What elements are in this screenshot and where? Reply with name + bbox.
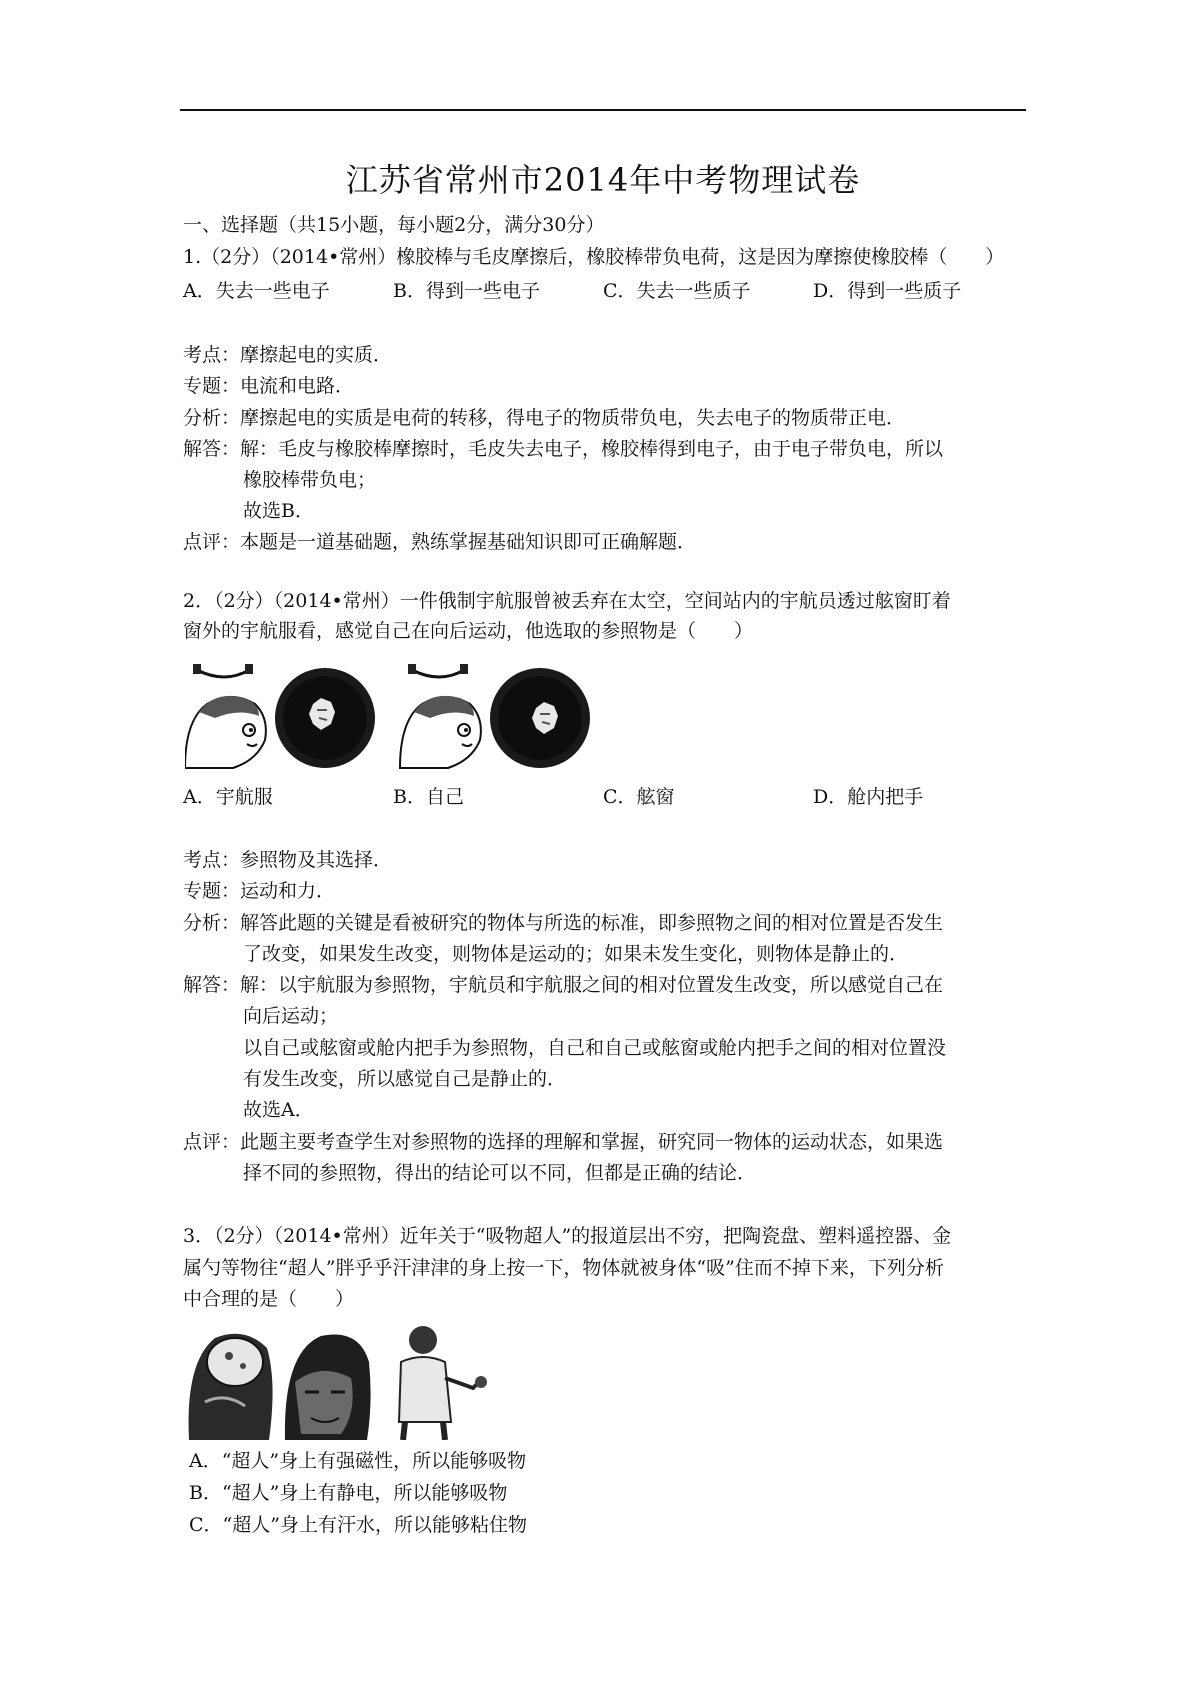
q2-jieda-line2: 向后运动； xyxy=(243,1005,339,1027)
q1-fenxi: 分析：摩擦起电的实质是电荷的转移，得电子的物质带负电，失去电子的物质带正电． xyxy=(183,407,906,429)
superman-photos-illustration xyxy=(185,1322,505,1440)
q1-option-c: C．失去一些质子 xyxy=(603,280,751,302)
q1-stem: 1.（2分）（2014•常州）橡胶棒与毛皮摩擦后，橡胶棒带负电荷，这是因为摩擦使橡胶棒（ ） xyxy=(183,246,1005,268)
q3-stem-line1: 3．（2分）（2014•常州）近年关于“吸物超人”的报道层出不穷，把陶瓷盘、塑料遥控器、金 xyxy=(183,1225,952,1247)
q2-option-a: A．宇航服 xyxy=(183,786,273,808)
header-rule xyxy=(180,109,1026,111)
q2-stem-line1: 2．（2分）（2014•常州）一件俄制宇航服曾被丢弃在太空，空间站内的宇航员透过舷窗盯着 xyxy=(183,590,951,612)
q1-zhuanti: 专题：电流和电路． xyxy=(183,375,355,397)
q2-dianping-line1: 点评：此题主要考查学生对参照物的选择的理解和掌握，研究同一物体的运动状态，如果选 xyxy=(183,1131,944,1153)
q2-dianping-line2: 择不同的参照物，得出的结论可以不同，但都是正确的结论． xyxy=(243,1162,757,1184)
q2-kaodian: 考点：参照物及其选择． xyxy=(183,849,393,871)
q2-stem-line2: 窗外的宇航服看，感觉自己在向后运动，他选取的参照物是（ ） xyxy=(183,620,754,642)
q1-kaodian: 考点：摩擦起电的实质． xyxy=(183,344,393,366)
q2-jieda-line3: 以自己或舷窗或舱内把手为参照物，自己和自己或舷窗或舱内把手之间的相对位置没 xyxy=(243,1037,947,1059)
q2-jieda-line4: 有发生改变，所以感觉自己是静止的． xyxy=(243,1068,567,1090)
q1-option-b: B．得到一些电子 xyxy=(393,280,540,302)
photo-2 xyxy=(281,1330,373,1440)
q1-option-a: A．失去一些电子 xyxy=(183,280,330,302)
q1-jieda-line3: 故选B． xyxy=(243,500,314,522)
q1-jieda-line1: 解答：解：毛皮与橡胶棒摩擦时，毛皮失去电子，橡胶棒得到电子，由于电子带负电，所以 xyxy=(183,438,944,460)
q2-option-d: D．舱内把手 xyxy=(813,786,924,808)
q2-option-b: B．自己 xyxy=(393,786,464,808)
q3-option-c: C．“超人”身上有汗水，所以能够粘住物 xyxy=(189,1514,527,1536)
q2-jieda-line5: 故选A． xyxy=(243,1099,314,1121)
q3-stem-line3: 中合理的是（ ） xyxy=(183,1288,355,1310)
q1-dianping: 点评：本题是一道基础题，熟练掌握基础知识即可正确解题． xyxy=(183,531,697,553)
q2-jieda-line1: 解答：解：以宇航服为参照物，宇航员和宇航服之间的相对位置发生改变，所以感觉自己在 xyxy=(183,974,944,996)
astronaut-window-illustration xyxy=(185,660,615,770)
photo-3 xyxy=(381,1322,491,1440)
q2-fenxi-line1: 分析：解答此题的关键是看被研究的物体与所选的标准，即参照物之间的相对位置是否发生 xyxy=(183,912,944,934)
q3-option-a: A．“超人”身上有强磁性，所以能够吸物 xyxy=(189,1450,527,1472)
q2-zhuanti: 专题：运动和力． xyxy=(183,880,336,902)
page-title: 江苏省常州市2014年中考物理试卷 xyxy=(345,161,861,199)
q2-option-c: C．舷窗 xyxy=(603,786,675,808)
q2-fenxi-line2: 了改变，如果发生改变，则物体是运动的；如果未发生变化，则物体是静止的． xyxy=(243,943,909,965)
q3-option-b: B．“超人”身上有静电，所以能够吸物 xyxy=(189,1482,508,1504)
q1-jieda-line2: 橡胶棒带负电； xyxy=(243,469,377,491)
scene-right xyxy=(400,664,590,768)
photo-1 xyxy=(185,1330,275,1440)
q1-option-d: D．得到一些质子 xyxy=(813,280,962,302)
q3-stem-line2: 属勺等物往“超人”胖乎乎汗津津的身上按一下，物体就被身体“吸”住而不掉下来，下列分析 xyxy=(183,1257,944,1279)
section-heading: 一、选择题（共15小题，每小题2分，满分30分） xyxy=(183,214,605,236)
scene-left xyxy=(185,664,375,768)
